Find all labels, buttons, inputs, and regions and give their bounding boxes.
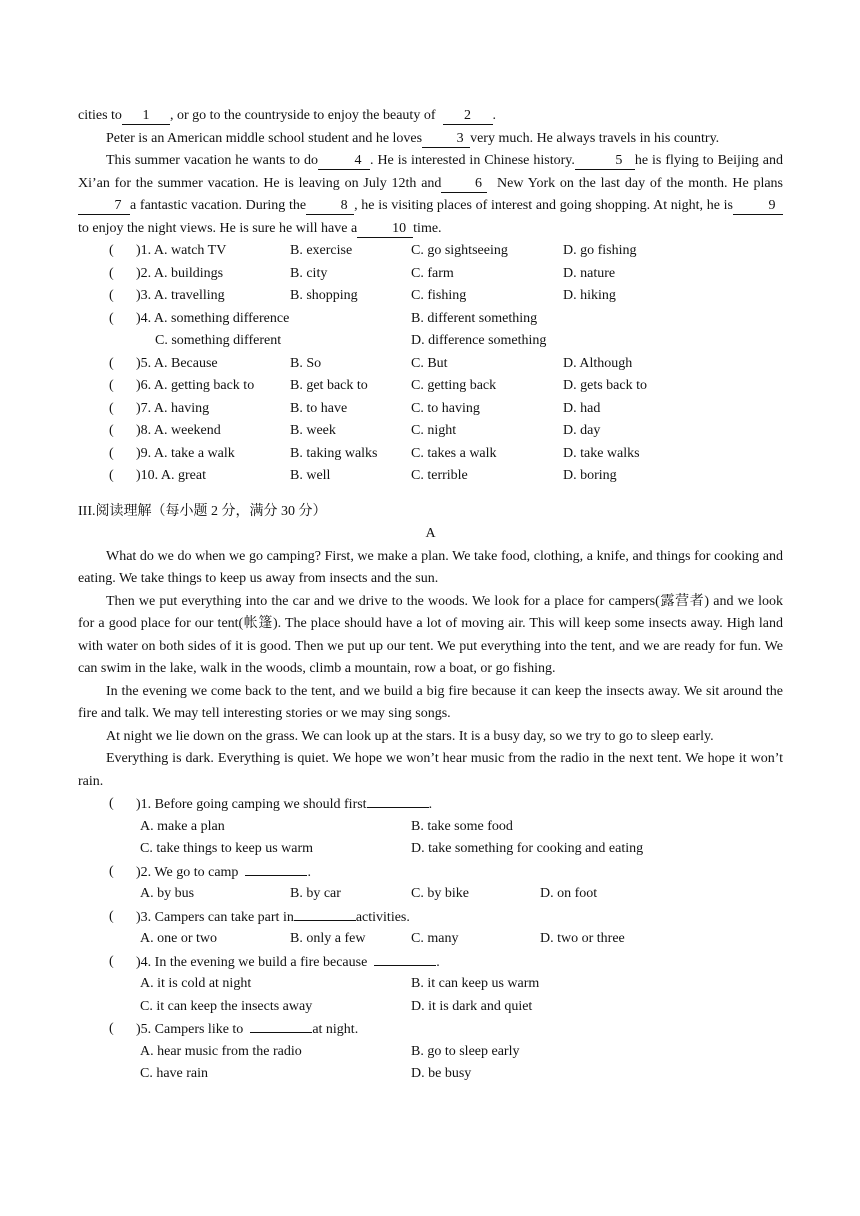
question-stem-end: . [307, 864, 311, 880]
answer-paren: ( [109, 1021, 114, 1036]
answer-paren: ( [109, 265, 114, 281]
option-a: )9. A. take a walk [136, 445, 235, 461]
option-b: B. exercise [290, 243, 353, 258]
option-a: )2. A. buildings [136, 265, 224, 281]
cloze-paragraph-2 [78, 150, 783, 240]
option-c: C. terrible [411, 468, 468, 483]
option-b: B. city [290, 265, 328, 281]
blank-4: 4 [318, 153, 370, 170]
option-a: A. it is cold at night [140, 976, 252, 991]
passage-paragraph-5: Everything is dark. Everything is quiet. We hope we won’t hear music from the radio in the next tent. We hope it won’t rain. [78, 751, 783, 789]
question-stem [136, 951, 440, 975]
option-c: C. have rain [140, 1066, 209, 1081]
blank-6: 6 [441, 176, 487, 193]
cloze-question-9 [78, 443, 783, 466]
exam-page [78, 105, 783, 1086]
option-a: )5. A. Because [136, 355, 218, 371]
option-b: B. go to sleep early [411, 1043, 520, 1059]
cloze-text: cities to [78, 108, 122, 123]
cloze-text: , or go to the countryside to enjoy the beauty of [169, 108, 436, 123]
question-stem [136, 1018, 358, 1042]
answer-blank [250, 1018, 312, 1033]
question-stem-end: at night. [312, 1022, 359, 1037]
option-a: )4. A. something difference [136, 310, 290, 326]
option-b: B. different something [411, 310, 538, 326]
question-stem-text: )5. Campers like to [136, 1022, 244, 1037]
option-d: D. two or three [540, 931, 625, 946]
option-a: )1. A. watch TV [136, 243, 227, 258]
cloze-line-0 [78, 105, 783, 128]
blank-7: 7 [78, 198, 130, 215]
cloze-question-7 [78, 398, 783, 421]
option-a: A. by bus [140, 886, 195, 901]
option-c: C. by bike [411, 886, 469, 901]
question-stem-end: . [428, 797, 433, 812]
question-stem-text: )1. Before going camping we should first [136, 797, 367, 812]
question-stem-text: )3. Campers can take part in [136, 909, 294, 925]
cloze-question-8 [78, 420, 783, 443]
reading-q5-options-cd [78, 1063, 783, 1086]
option-d: D. Although [563, 355, 633, 371]
reading-q1-options-ab [78, 816, 783, 839]
option-d: D. take walks [563, 445, 640, 461]
answer-paren: ( [109, 400, 114, 416]
reading-q4-options-ab [78, 973, 783, 996]
cloze-question-10 [78, 465, 783, 488]
cloze-text: very much. He always travels in his country. [470, 130, 720, 146]
option-d: D. gets back to [563, 378, 647, 393]
cloze-text: . He is interested in Chinese history. [369, 153, 575, 168]
reading-question-4 [78, 951, 783, 974]
cloze-text: This summer vacation he wants to do [106, 153, 318, 168]
option-a: )6. A. getting back to [136, 378, 255, 393]
answer-paren: ( [109, 355, 114, 371]
reading-q4-options-cd [78, 996, 783, 1019]
answer-paren: ( [109, 796, 114, 811]
reading-q3-options [78, 928, 783, 951]
option-b: B. taking walks [290, 445, 378, 461]
answer-paren: ( [109, 445, 114, 461]
reading-question-3 [78, 906, 783, 929]
option-c: C. But [411, 355, 448, 371]
option-b: B. So [290, 355, 322, 371]
question-stem-text: )2. We go to camp [136, 864, 239, 880]
blank-5: 5 [575, 153, 635, 170]
reading-question-5 [78, 1018, 783, 1041]
cloze-text: , he is visiting places of interest and going shopping. At night, he is [354, 198, 733, 213]
question-stem-text: )4. In the evening we build a fire because [136, 954, 368, 970]
cloze-question-6 [78, 375, 783, 398]
cloze-text: he is flying to Beijing and Xi’an for the summer vacation. He is leaving on July 12th and [78, 153, 783, 191]
cloze-text: a fantastic vacation. During the [130, 198, 307, 213]
answer-blank [374, 951, 436, 966]
option-a: )3. A. travelling [136, 288, 225, 303]
answer-blank [367, 793, 429, 808]
option-c: C. farm [411, 265, 454, 281]
answer-paren: ( [109, 310, 114, 326]
option-a: )7. A. having [136, 400, 210, 416]
cloze-question-3 [78, 285, 783, 308]
blank-10: 10 [357, 221, 413, 238]
cloze-text: New York on the last day of the month. He plans [497, 175, 784, 191]
cloze-paragraph-1 [78, 128, 783, 151]
option-c: C. something different [155, 333, 282, 348]
blank-3: 3 [422, 131, 470, 148]
answer-paren: ( [109, 953, 114, 969]
cloze-text: . [492, 108, 496, 123]
cloze-question-2 [78, 263, 783, 286]
option-d: D. boring [563, 468, 617, 483]
option-c: C. getting back [411, 378, 497, 393]
option-c: C. many [411, 931, 459, 946]
option-d: D. nature [563, 265, 616, 281]
question-stem [136, 793, 432, 817]
cloze-text: to enjoy the night views. He is sure he will have a [78, 220, 358, 236]
option-d: D. day [563, 423, 601, 438]
answer-paren: ( [109, 288, 114, 303]
answer-blank [245, 861, 307, 876]
blank-2: 2 [443, 108, 493, 125]
option-b: B. only a few [290, 931, 366, 946]
option-b: B. week [290, 423, 336, 438]
question-stem-end: . [436, 954, 440, 970]
option-c: C. take things to keep us warm [140, 841, 314, 856]
option-d: D. difference something [411, 333, 547, 348]
question-stem [136, 906, 410, 930]
answer-paren: ( [109, 908, 114, 924]
cloze-question-1 [78, 240, 783, 263]
option-d: D. be busy [411, 1066, 472, 1081]
answer-paren: ( [109, 423, 114, 438]
option-a: A. hear music from the radio [140, 1043, 302, 1059]
question-stem-end: activities. [355, 909, 410, 925]
question-stem [136, 861, 311, 885]
option-a: )10. A. great [136, 468, 206, 483]
reading-q1-options-cd [78, 838, 783, 861]
cloze-question-4 [78, 308, 783, 331]
option-c: C. fishing [411, 288, 467, 303]
option-b: B. well [290, 468, 331, 483]
answer-paren: ( [109, 243, 114, 258]
option-d: D. on foot [540, 886, 598, 901]
option-d: D. go fishing [563, 243, 637, 258]
passage-paragraph-3: In the evening we come back to the tent, and we build a big fire because it can keep the insects away. We sit around the fire and talk. We may tell interesting stories or we may sing songs. [78, 683, 783, 721]
reading-q5-options-ab [78, 1041, 783, 1064]
passage-paragraph-4: At night we lie down on the grass. We can look up at the stars. It is a busy day, so we try to go to sleep early. [106, 728, 714, 744]
option-c: C. go sightseeing [411, 243, 508, 258]
option-b: B. by car [290, 886, 341, 901]
option-b: B. it can keep us warm [411, 976, 540, 991]
answer-paren: ( [109, 378, 114, 393]
cloze-text: Peter is an American middle school student and he loves [106, 130, 423, 146]
option-d: D. hiking [563, 288, 616, 303]
option-b: B. shopping [290, 288, 358, 303]
cloze-question-4-cont [78, 330, 783, 353]
reading-question-2 [78, 861, 783, 884]
blank-1: 1 [122, 108, 170, 125]
option-c: C. night [411, 423, 457, 438]
passage-label: A [425, 526, 436, 541]
section-title: III.阅读理解（每小题 2 分，满分 30 分） [78, 503, 327, 519]
option-b: B. take some food [411, 818, 513, 834]
option-d: D. take something for cooking and eating [411, 841, 644, 856]
answer-blank [294, 906, 356, 921]
option-a: A. make a plan [140, 818, 225, 834]
option-b: B. get back to [290, 378, 368, 393]
answer-paren: ( [109, 468, 114, 483]
option-b: B. to have [290, 400, 348, 416]
option-c: C. takes a walk [411, 445, 497, 461]
reading-q2-options [78, 883, 783, 906]
cloze-text: time. [413, 220, 442, 236]
answer-paren: ( [109, 863, 114, 879]
blank-9: 9 [733, 198, 783, 215]
passage-paragraph-2: Then we put everything into the car and we drive to the woods. We look for a place for campers(露营者) and we look for a good place for our tent(帐篷). The place should have a lot of moving air. This will keep some insects away. High land with water on both sides of it is good. Then we put up our tent. We put everything into the tent, and we are ready for fun. We can swim in the lake, walk in the woods, climb a mountain, row a boat, or go fishing. [78, 593, 783, 676]
passage-paragraph-1: What do we do when we go camping? First, we make a plan. We take food, clothing, a knife, and things for cooking and eating. We take things to keep us away from insects and the sun. [78, 548, 783, 586]
option-d: D. had [563, 400, 601, 416]
option-d: D. it is dark and quiet [411, 998, 533, 1014]
option-a: A. one or two [140, 931, 217, 946]
option-c: C. it can keep the insects away [140, 998, 313, 1014]
blank-8: 8 [306, 198, 354, 215]
option-c: C. to having [411, 400, 480, 416]
cloze-question-5 [78, 353, 783, 376]
reading-question-1 [78, 793, 783, 816]
option-a: )8. A. weekend [136, 423, 221, 438]
